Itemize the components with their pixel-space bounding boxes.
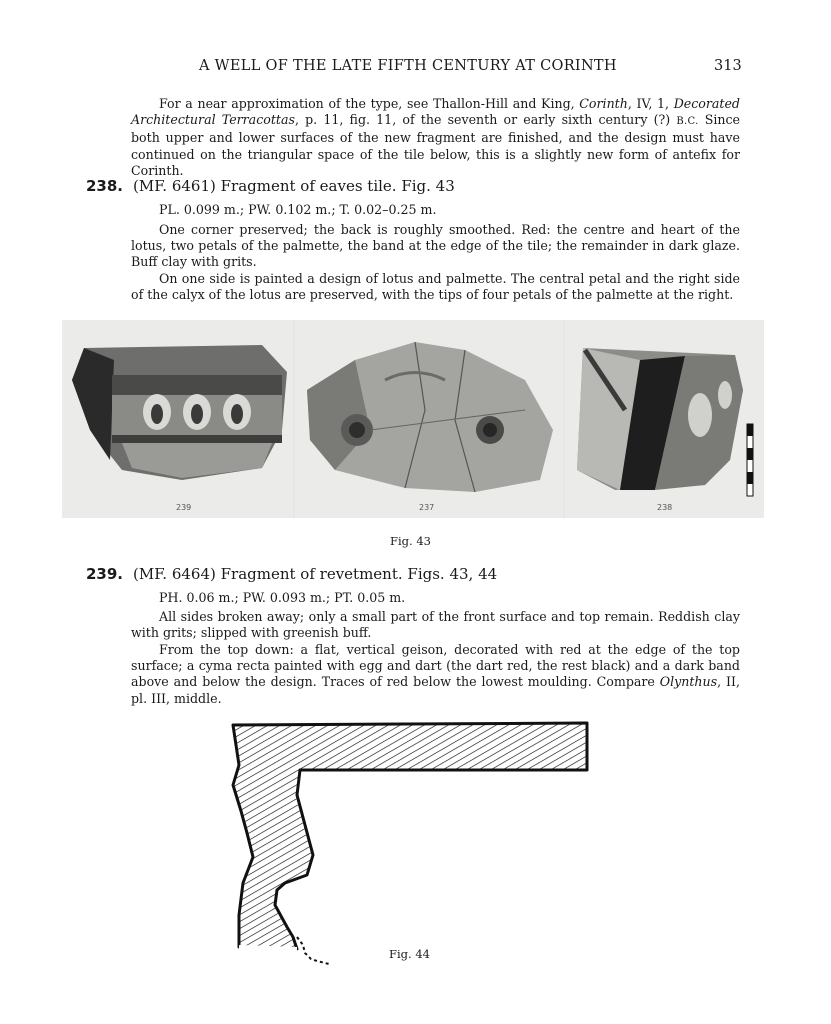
entry-239-heading	[86, 565, 746, 583]
citation-olynthus: Olynthus	[659, 674, 718, 690]
citation-corinth: Corinth	[579, 96, 628, 111]
entry-238-heading	[86, 177, 746, 195]
figure-43-photo	[62, 320, 764, 518]
figure-44-drawing	[225, 715, 595, 970]
citation-decorated-terracottas: Decorated Architectural Terracottas	[131, 96, 740, 128]
running-title: A WELL OF THE LATE FIFTH CENTURY AT CORINTH	[199, 58, 617, 74]
fragment-238-image	[565, 320, 764, 518]
entry-239-description: All sides broken away; only a small part of the front surface and top remain. Reddish clay with grits; slipped with greenish buff.	[131, 609, 740, 641]
entry-238-measurements: PL. 0.099 m.; PW. 0.102 m.; T. 0.02–0.25 m.	[159, 202, 437, 217]
photo-fragment-237	[295, 320, 563, 518]
plate-label-239: 239	[176, 503, 192, 512]
entry-238-description: One corner preserved; the back is roughly smoothed. Red: the centre and heart of the lotus, two petals of the palmette, the band at the edge of the tile; the remainder in dark glaze. Buff clay with grits.	[131, 222, 740, 270]
photo-fragment-239	[62, 320, 293, 518]
page-header	[0, 58, 831, 82]
entry-number: 238.	[86, 177, 124, 195]
entry-239-decoration: From the top down: a flat, vertical geison, decorated with red at the edge of the top surface; a cyma recta painted with egg and dart (the dart red, the rest black) and a dark band above and below the design. Traces of red below the lowest moulding. Compare Olynthus, II, pl. III, middle.	[131, 642, 740, 706]
fragment-239-image	[62, 320, 293, 518]
entry-239-measurements: PH. 0.06 m.; PW. 0.093 m.; PT. 0.05 m.	[159, 590, 406, 605]
page-number: 313	[714, 58, 742, 74]
figure-43-caption: Fig. 43	[390, 534, 431, 548]
intro-paragraph: For a near approximation of the type, see Thallon-Hill and King, Corinth, IV, 1, Decorated Architectural Terracottas, p. 11, fig. 11, of the seventh or early sixth century (?) B.C. Since both upper and lower surfaces of the new fragment are finished, and the design must have continued on the triangular space of the tile below, this is a slightly new form of antefix for Corinth.	[131, 96, 741, 178]
fragment-237-image	[295, 320, 563, 518]
era-abbrev: B.C.	[676, 116, 699, 128]
figure-44-caption: Fig. 44	[389, 947, 430, 961]
photo-fragment-238	[565, 320, 764, 518]
entry-number: 239.	[86, 565, 124, 583]
entry-title: (MF. 6464) Fragment of revetment. Figs. 43, 44	[133, 565, 498, 583]
entry-238-decoration: On one side is painted a design of lotus and palmette. The central petal and the right side of the calyx of the lotus are preserved, with the tips of four petals of the palmette at the right.	[131, 271, 740, 303]
revetment-profile	[225, 715, 595, 970]
plate-label-238: 238	[657, 503, 673, 512]
entry-title: (MF. 6461) Fragment of eaves tile. Fig. 43	[133, 177, 455, 195]
plate-label-237: 237	[419, 503, 435, 512]
